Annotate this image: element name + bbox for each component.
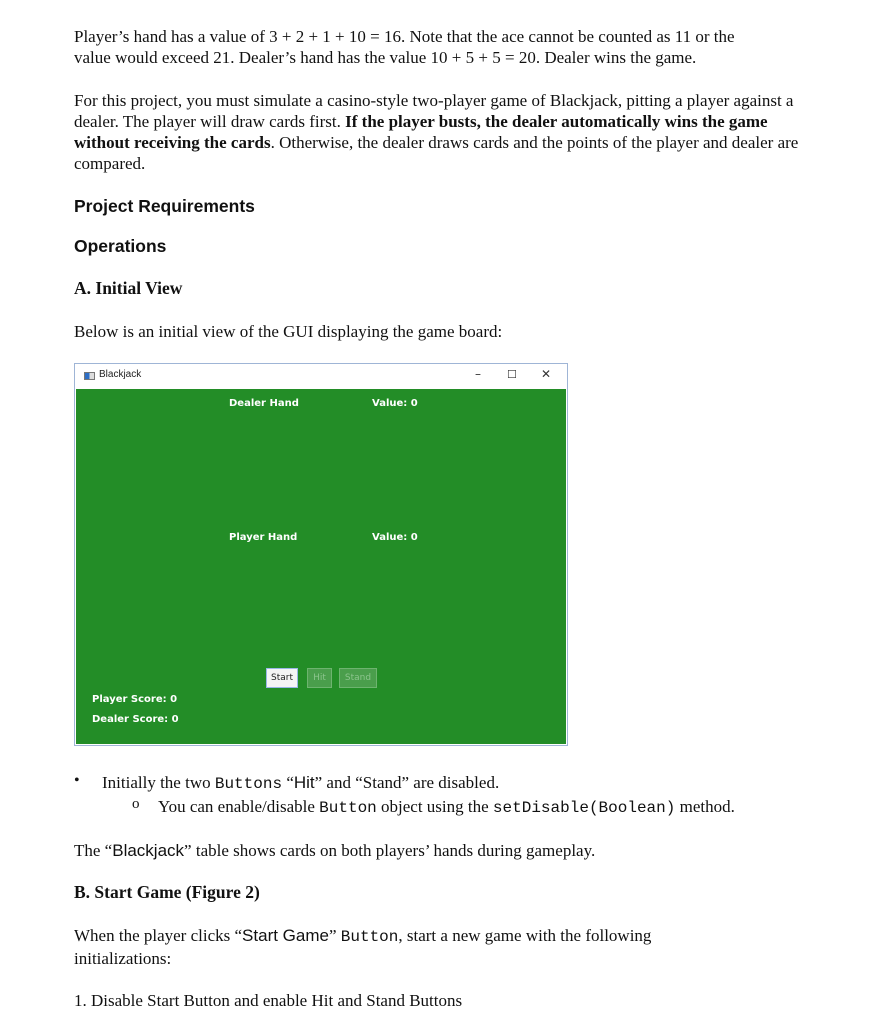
start-button: Start bbox=[266, 668, 298, 688]
intro-paragraph bbox=[74, 26, 814, 68]
project-text-bold: If the player busts, the dealer automatically wins the game without receiving the cards bbox=[74, 112, 768, 152]
project-text-b: . Otherwise, the dealer draws cards and the points of the player and dealer are compared. bbox=[74, 133, 799, 173]
dealer-value-label: Value: 0 bbox=[372, 398, 418, 409]
player-value-label: Value: 0 bbox=[372, 532, 418, 543]
hit-button: Hit bbox=[307, 668, 332, 688]
table-description: The “Blackjack” table shows cards on both players’ hands during gameplay. bbox=[74, 841, 596, 860]
intro-line-2: value would exceed 21. Dealer’s hand has the value 10 + 5 + 5 = 20. Dealer wins the game. bbox=[74, 48, 697, 67]
close-icon: ✕ bbox=[541, 367, 552, 381]
app-icon bbox=[84, 372, 95, 380]
bullet-marker: • bbox=[74, 772, 80, 789]
heading-initial-view: A. Initial View bbox=[74, 278, 183, 298]
stand-button: Stand bbox=[339, 668, 377, 688]
player-score-label: Player Score: 0 bbox=[92, 694, 178, 705]
heading-operations: Operations bbox=[74, 236, 167, 256]
intro-line-1: Player’s hand has a value of 3 + 2 + 1 + 10 = 16. Note that the ace cannot be counted as 11 or the bbox=[74, 27, 735, 46]
numbered-item-1: 1. Disable Start Button and enable Hit and Stand Buttons bbox=[74, 991, 463, 1010]
blackjack-window-screenshot bbox=[74, 363, 568, 746]
dealer-hand-label: Dealer Hand bbox=[229, 398, 299, 409]
sub-bullet-text: You can enable/disable Button object using the setDisable(Boolean) method. bbox=[158, 797, 735, 817]
heading-start-game: B. Start Game (Figure 2) bbox=[74, 882, 260, 902]
sub-bullet-marker: o bbox=[132, 796, 140, 812]
dealer-score-label: Dealer Score: 0 bbox=[92, 714, 179, 725]
project-text-a: For this project, you must simulate a casino-style two-player game of Blackjack, pitting a player against a dealer. The player will draw cards first. bbox=[74, 91, 794, 131]
window-titlebar bbox=[75, 364, 567, 389]
player-hand-label: Player Hand bbox=[229, 532, 298, 543]
game-board bbox=[76, 389, 566, 744]
project-paragraph bbox=[74, 90, 804, 174]
bullet-text: Initially the two Buttons “Hit” and “Stand” are disabled. bbox=[102, 773, 500, 793]
heading-project-requirements: Project Requirements bbox=[74, 196, 255, 216]
gui-intro-text: Below is an initial view of the GUI displaying the game board: bbox=[74, 322, 503, 341]
window-title: Blackjack bbox=[99, 369, 142, 380]
start-game-paragraph: When the player clicks “Start Game” Button, start a new game with the following initializations: bbox=[74, 926, 652, 968]
minimize-icon: – bbox=[475, 367, 481, 381]
maximize-icon: ☐ bbox=[507, 368, 517, 381]
